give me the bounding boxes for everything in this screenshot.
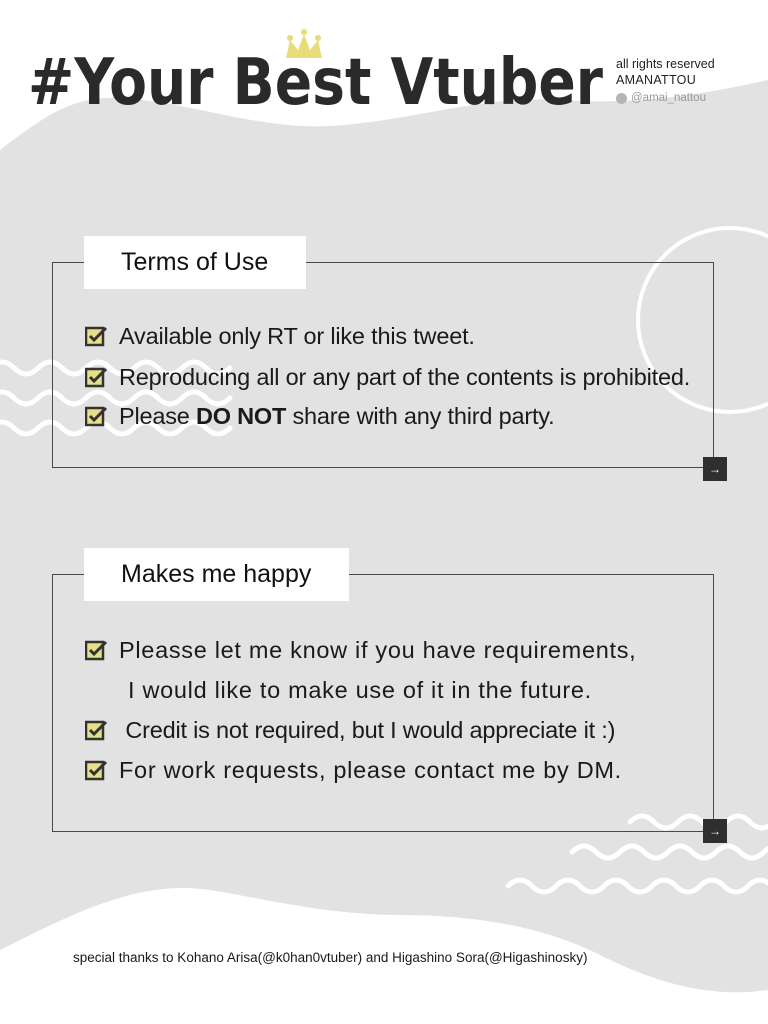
- terms-item: [85, 403, 554, 430]
- terms-item-after: share with any third party.: [286, 403, 555, 429]
- special-thanks: special thanks to Kohano Arisa(@k0han0vtuber) and Higashino Sora(@Higashinosky): [73, 950, 588, 965]
- happy-item-continuation: [128, 677, 592, 704]
- checkbox-check-icon: [85, 368, 105, 388]
- happy-item-text: I would like to make use of it in the future.: [128, 677, 592, 703]
- twitter-bird-icon: [616, 93, 627, 104]
- arrow-right-icon: →: [709, 462, 721, 476]
- handle-text: @amai_nattou: [631, 92, 706, 104]
- hero-title: [28, 28, 608, 118]
- checkbox-check-icon: [85, 761, 105, 781]
- terms-item-text: Available only RT or like this tweet.: [119, 323, 475, 349]
- happy-item-text: Pleasse let me know if you have requirements,: [119, 637, 637, 663]
- happy-arrow-button[interactable]: [703, 819, 727, 843]
- happy-item-text: Credit is not required, but I would appreciate it :): [119, 717, 616, 743]
- happy-item: [85, 717, 615, 744]
- terms-item: [85, 364, 690, 391]
- terms-arrow-button[interactable]: [703, 457, 727, 481]
- happy-item: [85, 757, 622, 784]
- terms-item-before: Please: [119, 403, 196, 429]
- rights-text: all rights reserved: [616, 57, 715, 71]
- happy-panel-title: Makes me happy: [84, 548, 349, 601]
- happy-item: [85, 637, 636, 664]
- brand-name: AMANATTOU: [616, 73, 697, 87]
- checkbox-check-icon: [85, 721, 105, 741]
- checkbox-check-icon: [85, 641, 105, 661]
- terms-item-text: Reproducing all or any part of the contents is prohibited.: [119, 364, 691, 390]
- terms-item-text: [119, 403, 554, 430]
- hero-title-text: #Your Best Vtuber: [28, 46, 604, 118]
- terms-item-emphasis: DO NOT: [195, 403, 287, 429]
- checkbox-check-icon: [85, 327, 105, 347]
- terms-panel-title: Terms of Use: [84, 236, 306, 289]
- credits-block: [616, 56, 715, 106]
- checkbox-check-icon: [85, 407, 105, 427]
- happy-item-text: For work requests, please contact me by DM.: [119, 757, 622, 783]
- terms-item: [85, 323, 475, 350]
- arrow-right-icon: →: [709, 824, 721, 838]
- social-handle[interactable]: [616, 90, 715, 106]
